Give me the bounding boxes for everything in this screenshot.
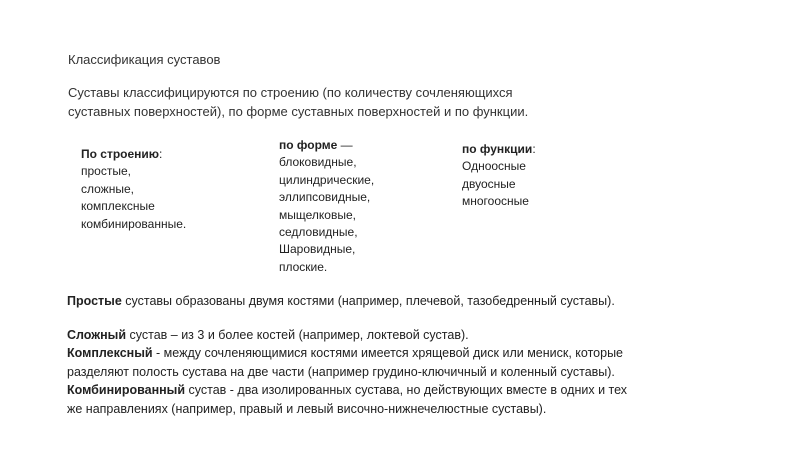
function-item: Одноосные [462, 159, 526, 174]
function-item: многоосные [462, 194, 529, 209]
complicated-term: Комплексный [67, 346, 153, 361]
structure-item: простые, [81, 164, 131, 179]
combined-term: Комбинированный [67, 383, 186, 398]
form-item: седловидные, [279, 225, 358, 240]
function-column [462, 141, 536, 211]
intro-line: суставных поверхностей), по форме суставных поверхностей и по функции. [68, 104, 529, 119]
joint-types-paragraph [67, 326, 767, 418]
structure-item: комплексные [81, 199, 155, 214]
simple-joints-paragraph [67, 292, 767, 310]
simple-text: суставы образованы двумя костями (например, плечевой, тазобедренный суставы). [121, 294, 615, 308]
intro-paragraph [68, 83, 688, 121]
form-item: блоковидные, [279, 155, 357, 170]
structure-item: сложные, [81, 181, 134, 196]
simple-term: Простые [67, 294, 122, 308]
complex-term: Сложный [67, 328, 127, 342]
function-heading: по функции: [462, 142, 536, 156]
complicated-text: - между сочленяющимися костями имеется хрящевой диск или мениск, которые [152, 346, 624, 361]
structure-column [81, 146, 186, 233]
complex-text: сустав – из 3 и более костей (например, локтевой сустав). [126, 328, 469, 342]
form-heading: по форме — [279, 138, 353, 152]
structure-item: комбинированные. [81, 216, 187, 231]
complicated-text-cont: разделяют полость сустава на две части (например грудино-ключичный и коленный суставы). [67, 364, 615, 379]
intro-line: Суставы классифицируются по строению (по количеству сочленяющихся [68, 85, 513, 100]
form-item: Шаровидные, [279, 242, 356, 257]
form-item: плоские. [279, 259, 328, 274]
form-item: мыщелковые, [279, 207, 356, 222]
structure-heading: По строению: [81, 147, 163, 161]
form-column [279, 137, 374, 276]
slide-title: Классификация суставов [68, 52, 221, 67]
form-item: цилиндрические, [279, 172, 375, 187]
form-item: эллипсовидные, [279, 190, 371, 205]
combined-text-cont: же направлениях (например, правый и левый височно-нижнечелюстные суставы). [67, 401, 547, 416]
combined-text: сустав - два изолированных сустава, но действующих вместе в одних и тех [185, 383, 628, 398]
function-item: двуосные [462, 176, 516, 191]
